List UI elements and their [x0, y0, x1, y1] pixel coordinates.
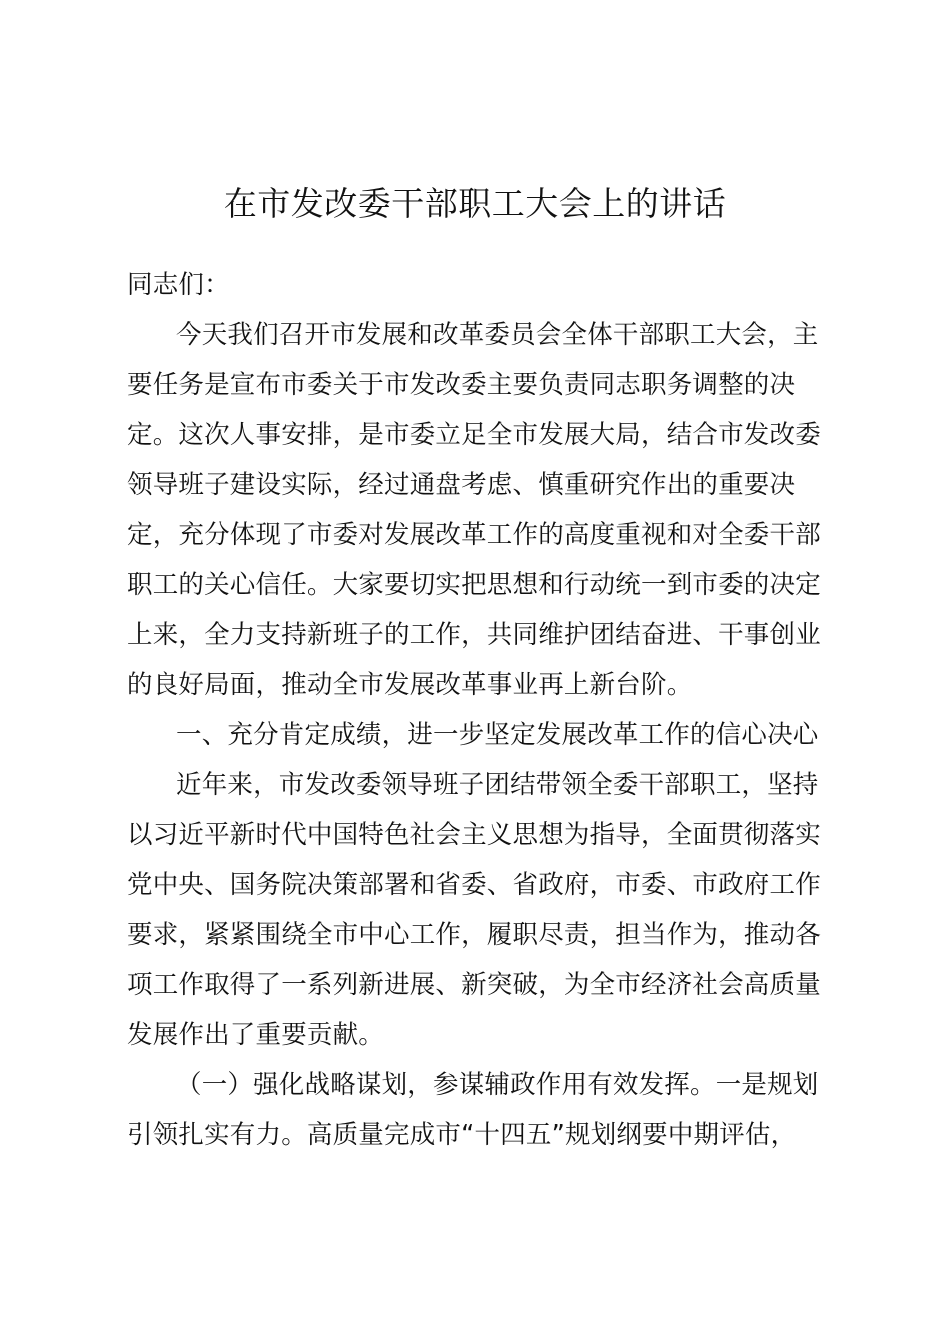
section-heading: 一、充分肯定成绩，进一步坚定发展改革工作的信心决心	[176, 720, 819, 750]
paragraph-line: 党中央、国务院决策部署和省委、省政府，市委、市政府工作	[127, 870, 821, 900]
paragraph-line: 领导班子建设实际，经过通盘考虑、慎重研究作出的重要决	[127, 470, 796, 500]
document-title: 在市发改委干部职工大会上的讲话	[223, 184, 727, 223]
paragraph-line: 定。这次人事安排，是市委立足全市发展大局，结合市发改委	[127, 420, 821, 450]
document-body	[127, 260, 837, 1160]
paragraph-line: 要求，紧紧围绕全市中心工作，履职尽责，担当作为，推动各	[127, 920, 821, 950]
paragraph-line: 职工的关心信任。大家要切实把思想和行动统一到市委的决定	[127, 570, 821, 600]
paragraph-line: 项工作取得了一系列新进展、新突破，为全市经济社会高质量	[127, 970, 821, 1000]
paragraph-line: 定，充分体现了市委对发展改革工作的高度重视和对全委干部	[127, 520, 821, 550]
paragraph-line: 的良好局面，推动全市发展改革事业再上新台阶。	[127, 670, 693, 700]
paragraph-line: 引领扎实有力。高质量完成市“十四五”规划纲要中期评估，	[127, 1120, 797, 1150]
paragraph-line: 上来，全力支持新班子的工作，共同维护团结奋进、干事创业	[127, 620, 821, 650]
paragraph-line: 要任务是宣布市委关于市发改委主要负责同志职务调整的决	[127, 370, 796, 400]
paragraph-line: 今天我们召开市发展和改革委员会全体干部职工大会，主	[176, 320, 819, 350]
paragraph-line: 以习近平新时代中国特色社会主义思想为指导，全面贯彻落实	[127, 820, 821, 850]
paragraph-line: 发展作出了重要贡献。	[127, 1020, 385, 1050]
subsection-line: （一）强化战略谋划，参谋辅政作用有效发挥。一是规划	[176, 1070, 819, 1100]
paragraph-line: 近年来，市发改委领导班子团结带领全委干部职工，坚持	[176, 770, 819, 800]
salutation: 同志们：	[127, 270, 230, 300]
